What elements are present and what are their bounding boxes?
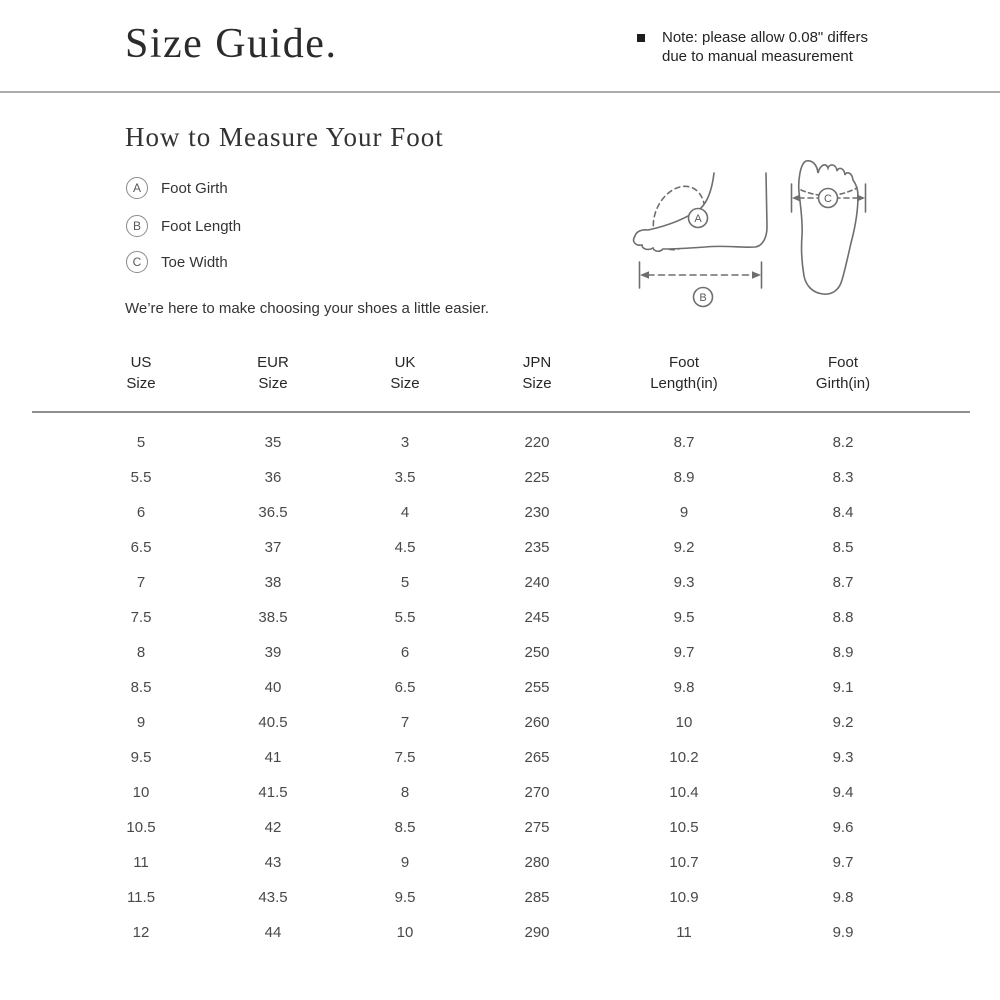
- table-cell: 9.3: [673, 574, 695, 591]
- table-cell: 43: [264, 854, 282, 871]
- table-cell: 43.5: [258, 889, 288, 906]
- column-header-line1: EUR: [257, 354, 289, 371]
- table-cell: 9.2: [832, 714, 854, 731]
- diagram-label-a: A: [694, 213, 702, 225]
- table-cell: 36: [264, 469, 282, 486]
- table-cell: 10.2: [669, 749, 699, 766]
- table-cell: 38: [264, 574, 282, 591]
- table-cell: 235: [524, 539, 550, 556]
- table-cell: 40: [264, 679, 282, 696]
- table-cell: 9.8: [673, 679, 695, 696]
- square-bullet-icon: [637, 34, 645, 42]
- table-cell: 9.5: [673, 609, 695, 626]
- table-cell: 10.5: [126, 819, 156, 836]
- measure-item-toe-width: [126, 251, 228, 273]
- table-cell: 36.5: [258, 504, 288, 521]
- sole-foot-outline: [799, 161, 858, 294]
- table-cell: 9.1: [832, 679, 854, 696]
- table-cell: 8.5: [832, 539, 854, 556]
- table-cell: 6.5: [394, 679, 416, 696]
- tagline: We’re here to make choosing your shoes a little easier.: [125, 300, 490, 317]
- table-cell: 11: [133, 854, 149, 871]
- circle-b-icon: B: [126, 215, 148, 237]
- table-cell: 8.3: [832, 469, 854, 486]
- table-row: [0, 740, 1000, 775]
- table-cell: 9.9: [832, 924, 854, 941]
- table-cell: 42: [264, 819, 282, 836]
- table-row: [0, 495, 1000, 530]
- table-cell: 7.5: [130, 609, 152, 626]
- table-row: [0, 460, 1000, 495]
- table-cell: 6: [400, 644, 410, 661]
- table-cell: 9.7: [673, 644, 695, 661]
- table-cell: 6.5: [130, 539, 152, 556]
- table-cell: 8: [136, 644, 146, 661]
- circle-c-icon: C: [126, 251, 148, 273]
- measure-item-foot-girth: [126, 177, 228, 199]
- table-cell: 9: [400, 854, 410, 871]
- table-cell: 280: [524, 854, 550, 871]
- table-cell: 10: [675, 714, 693, 731]
- column-header-line1: Foot: [827, 354, 858, 371]
- table-cell: 38.5: [258, 609, 288, 626]
- table-row: [0, 530, 1000, 565]
- table-cell: 40.5: [258, 714, 288, 731]
- table-cell: 3.5: [394, 469, 416, 486]
- foot-measurement-diagram: [615, 148, 885, 323]
- table-cell: 9.5: [130, 749, 152, 766]
- table-cell: 39: [264, 644, 282, 661]
- table-cell: 8.2: [832, 434, 854, 451]
- table-cell: 9: [136, 714, 146, 731]
- table-cell: 41: [264, 749, 282, 766]
- table-cell: 290: [524, 924, 550, 941]
- diagram-label-b: B: [699, 292, 707, 304]
- column-header: [198, 352, 348, 394]
- table-cell: 275: [524, 819, 550, 836]
- size-table-header: [0, 352, 1000, 400]
- table-cell: 9.4: [832, 784, 854, 801]
- table-cell: 8.8: [832, 609, 854, 626]
- table-cell: 8.9: [832, 644, 854, 661]
- table-cell: 3: [400, 434, 410, 451]
- table-cell: 44: [264, 924, 282, 941]
- column-header-line2: Size: [258, 375, 288, 392]
- table-row: [0, 845, 1000, 880]
- column-header: [768, 352, 918, 394]
- table-cell: 5: [400, 574, 410, 591]
- column-header: [609, 352, 759, 394]
- table-cell: 230: [524, 504, 550, 521]
- table-cell: 9.2: [673, 539, 695, 556]
- table-cell: 8.7: [832, 574, 854, 591]
- section-heading: How to Measure Your Foot: [125, 122, 444, 152]
- table-cell: 35: [264, 434, 282, 451]
- measure-item-foot-length: [126, 215, 241, 237]
- table-cell: 7: [136, 574, 146, 591]
- note-line2: due to manual measurement: [662, 48, 853, 65]
- table-cell: 285: [524, 889, 550, 906]
- table-cell: 10.7: [669, 854, 699, 871]
- table-cell: 7: [400, 714, 410, 731]
- column-header-line2: Size: [522, 375, 552, 392]
- circle-a-icon: A: [126, 177, 148, 199]
- table-cell: 10.9: [669, 889, 699, 906]
- measurement-note: [637, 28, 868, 66]
- column-header: [66, 352, 216, 394]
- measure-item-label: Toe Width: [161, 253, 228, 271]
- table-row: [0, 915, 1000, 950]
- table-row: [0, 880, 1000, 915]
- table-cell: 4.5: [394, 539, 416, 556]
- page-title: Size Guide.: [125, 21, 338, 67]
- table-cell: 6: [136, 504, 146, 521]
- note-line1: Note: please allow 0.08" differs: [662, 29, 869, 46]
- table-cell: 12: [132, 924, 150, 941]
- table-cell: 220: [524, 434, 550, 451]
- table-cell: 7.5: [394, 749, 416, 766]
- column-header-line2: Size: [126, 375, 156, 392]
- note-text: [662, 28, 868, 66]
- table-cell: 8.9: [673, 469, 695, 486]
- header-divider: [0, 91, 1000, 93]
- table-cell: 8.7: [673, 434, 695, 451]
- table-row: [0, 810, 1000, 845]
- table-cell: 9: [679, 504, 689, 521]
- table-cell: 11: [676, 924, 692, 941]
- column-header-line2: Girth(in): [815, 375, 871, 392]
- table-cell: 8.4: [832, 504, 854, 521]
- table-cell: 245: [524, 609, 550, 626]
- table-cell: 10.5: [669, 819, 699, 836]
- table-cell: 270: [524, 784, 550, 801]
- measure-item-label: Foot Length: [161, 217, 242, 235]
- table-cell: 41.5: [258, 784, 288, 801]
- table-cell: 10: [132, 784, 150, 801]
- table-row: [0, 775, 1000, 810]
- column-header-line1: UK: [394, 354, 416, 371]
- table-cell: 9.3: [832, 749, 854, 766]
- table-row: [0, 600, 1000, 635]
- table-cell: 8.5: [394, 819, 416, 836]
- side-foot-diagram: [634, 148, 767, 307]
- column-header-line1: US: [130, 354, 152, 371]
- sole-foot-diagram: [792, 161, 866, 294]
- table-cell: 11.5: [126, 889, 156, 906]
- table-row: [0, 705, 1000, 740]
- table-cell: 225: [524, 469, 550, 486]
- table-cell: 5.5: [394, 609, 416, 626]
- table-cell: 250: [524, 644, 550, 661]
- column-header: [462, 352, 612, 394]
- table-cell: 9.7: [832, 854, 854, 871]
- table-cell: 5.5: [130, 469, 152, 486]
- table-row: [0, 670, 1000, 705]
- table-cell: 9.8: [832, 889, 854, 906]
- table-cell: 9.5: [394, 889, 416, 906]
- column-header-line1: Foot: [668, 354, 699, 371]
- measure-item-label: Foot Girth: [161, 179, 228, 197]
- table-cell: 9.6: [832, 819, 854, 836]
- table-cell: 255: [524, 679, 550, 696]
- table-cell: 10: [396, 924, 414, 941]
- size-table-body: [0, 425, 1000, 950]
- table-cell: 8.5: [130, 679, 152, 696]
- diagram-label-c: C: [824, 193, 832, 205]
- table-row: [0, 565, 1000, 600]
- table-row: [0, 635, 1000, 670]
- table-cell: 265: [524, 749, 550, 766]
- table-cell: 4: [400, 504, 410, 521]
- table-cell: 240: [524, 574, 550, 591]
- table-cell: 5: [136, 434, 146, 451]
- column-header: [330, 352, 480, 394]
- column-header-line1: JPN: [522, 354, 552, 371]
- table-header-divider: [32, 411, 970, 413]
- table-cell: 8: [400, 784, 410, 801]
- column-header-line2: Size: [390, 375, 420, 392]
- table-cell: 37: [264, 539, 282, 556]
- table-cell: 260: [524, 714, 550, 731]
- table-cell: 10.4: [669, 784, 699, 801]
- table-row: [0, 425, 1000, 460]
- column-header-line2: Length(in): [650, 375, 718, 392]
